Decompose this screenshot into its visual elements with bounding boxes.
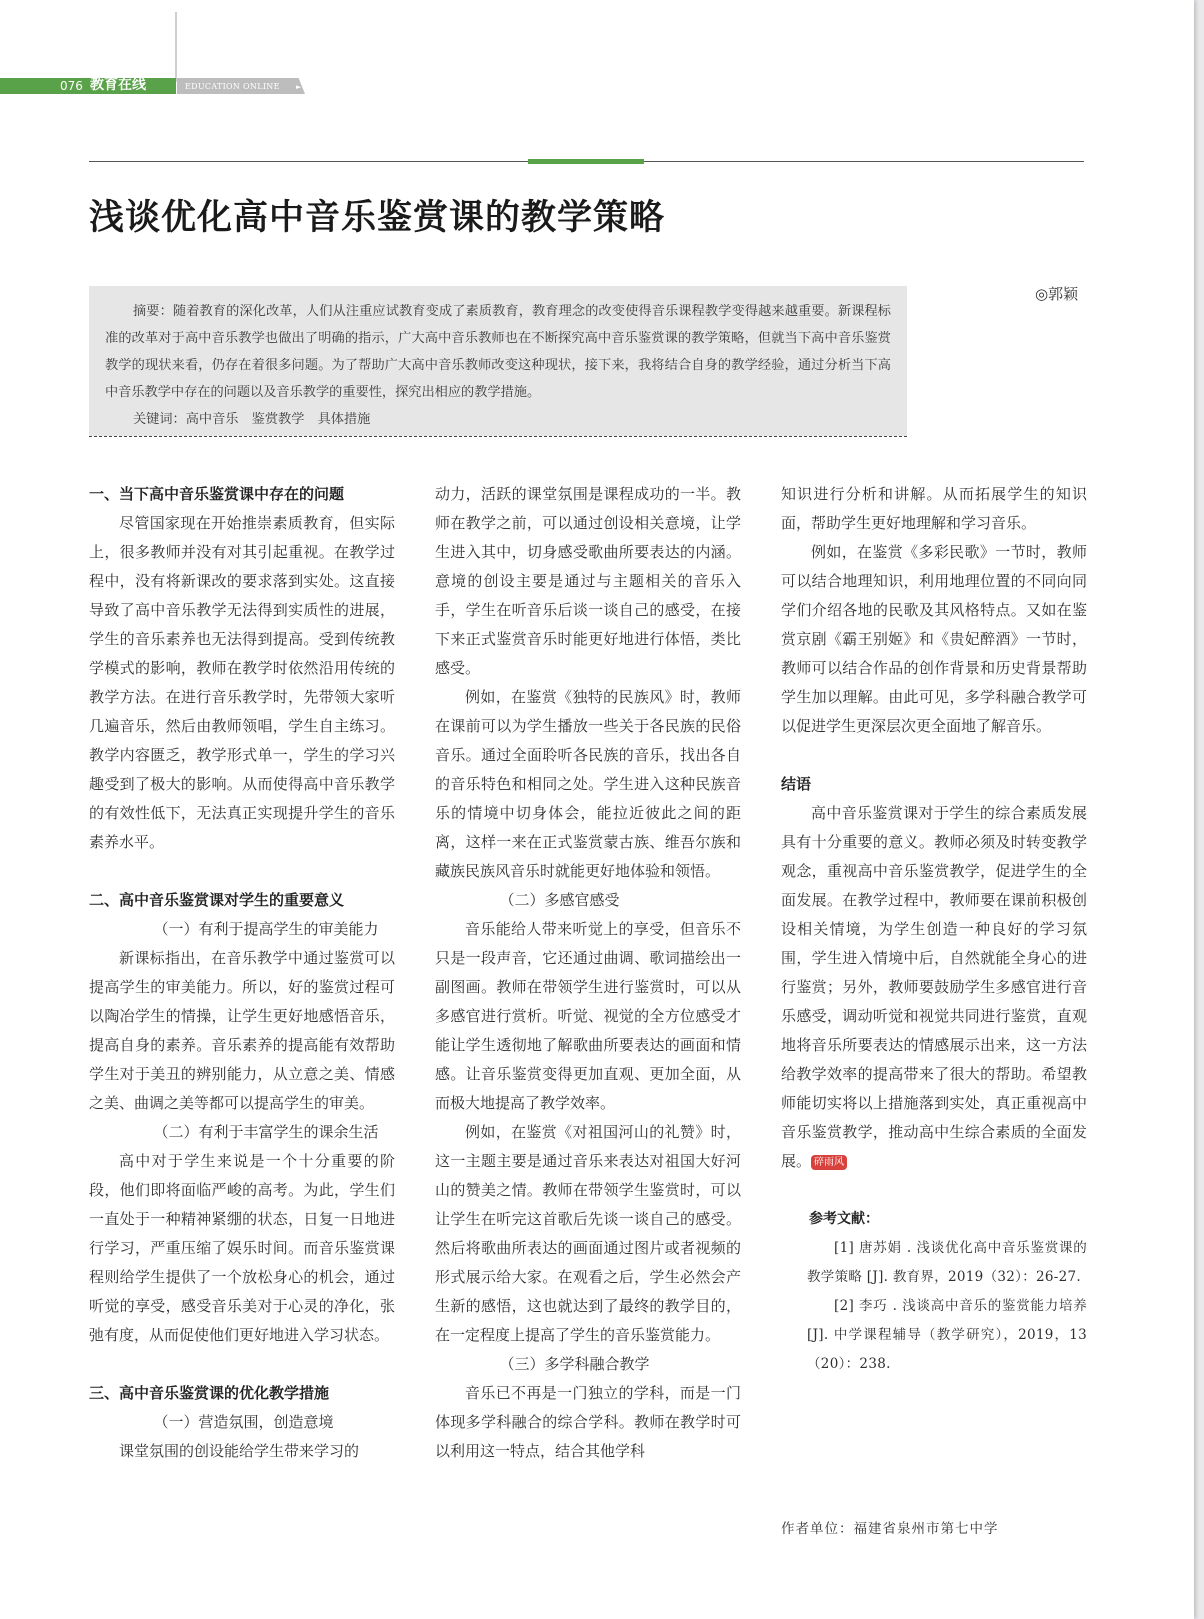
paragraph: 知识进行分析和讲解。从而拓展学生的知识面，帮助学生更好地理解和学习音乐。 — [781, 485, 1087, 532]
column-3 — [781, 480, 1087, 1379]
conclusion-text: 高中音乐鉴赏课对于学生的综合素质发展具有十分重要的意义。教师必须及时转变教学观念，重视高中音乐鉴赏教学，促进学生的全面发展。在教学过程中，教师要在课前积极创设相关情境，为学生创造一种良好的学习氛围，学生进入情境中后，自然就能全身心的进行鉴赏；另外，教师要鼓励学生多感官进行音乐感受，调动听觉和视觉共同进行鉴赏，直观地将音乐所要表达的情感展示出来，这一方法给教学效率的提高带来了很大的帮助。希望教师能切实将以上措施落到实处，真正重视高中音乐鉴赏教学，推动高中生综合素质的全面发展。 — [781, 804, 1087, 1170]
paragraph: 动力，活跃的课堂氛围是课程成功的一半。教师在教学之前，可以通过创设相关意境，让学生进入其中，切身感受歌曲所要表达的内涵。意境的创设主要是通过与主题相关的音乐入手，学生在听音乐后谈一谈自己的感受，在接下来正式鉴赏音乐时能更好地进行体悟，类比感受。 — [435, 485, 741, 677]
section-heading: 一、当下高中音乐鉴赏课中存在的问题 — [89, 485, 345, 503]
paragraph — [781, 799, 1087, 1176]
paragraph: 例如，在鉴赏《对祖国河山的礼赞》时，这一主题主要是通过音乐来表达对祖国大好河山的赞美之情。教师在带领学生鉴赏时，可以让学生在听完这首歌后先谈一谈自己的感受。然后将歌曲所表达的画面通过图片或者视频的形式展示给大家。在观看之后，学生必然会产生新的感悟，这也就达到了最终的教学目的，在一定程度上提高了学生的音乐鉴赏能力。 — [435, 1123, 741, 1344]
page-number: 076 — [60, 79, 83, 93]
paragraph: 例如，在鉴赏《多彩民歌》一节时，教师可以结合地理知识，利用地理位置的不同向同学们介绍各地的民歌及其风格特点。又如在鉴赏京剧《霸王别姬》和《贵妃醉酒》一节时，教师可以结合作品的创作背景和历史背景帮助学生加以理解。由此可见，多学科融合教学可以促进学生更深层次更全面地了解音乐。 — [781, 543, 1087, 735]
paragraph: 尽管国家现在开始推崇素质教育，但实际上，很多教师并没有对其引起重视。在教学过程中，没有将新课改的要求落到实处。这直接导致了高中音乐教学无法得到实质性的进展，学生的音乐素养也无法得到提高。受到传统教学模式的影响，教师在教学时依然沿用传统的教学方法。在进行音乐教学时，先带领大家听几遍音乐，然后由教师领唱，学生自主练习。教学内容匮乏，教学形式单一，学生的学习兴趣受到了极大的影响。从而使得高中音乐教学的有效性低下，无法真正实现提升学生的音乐素养水平。 — [89, 514, 395, 851]
end-mark-logo: 碎雨风 — [811, 1155, 847, 1170]
paragraph: 课堂氛围的创设能给学生带来学习的 — [119, 1442, 360, 1460]
abstract-divider — [89, 436, 907, 437]
subsection-heading: （二）有利于丰富学生的课余生活 — [153, 1123, 379, 1141]
title-rule-accent — [528, 159, 644, 164]
author-affiliation: 作者单位：福建省泉州市第七中学 — [781, 1521, 999, 1537]
subsection-heading: （三）多学科融合教学 — [499, 1355, 650, 1373]
section-band — [0, 78, 176, 94]
references-heading: 参考文献： — [809, 1211, 879, 1227]
paragraph: 音乐已不再是一门独立的学科，而是一门体现多学科融合的综合学科。教师在教学时可以利用这一特点，结合其他学科 — [435, 1384, 741, 1460]
subsection-heading: （二）多感官感受 — [499, 891, 620, 909]
paragraph: 例如，在鉴赏《独特的民族风》时，教师在课前可以为学生播放一些关于各民族的民俗音乐。通过全面聆听各民族的音乐，找出各自的音乐特色和相同之处。学生进入这种民族音乐的情境中切身体会，能拉近彼此之间的距离，这样一来在正式鉴赏蒙古族、维吾尔族和藏族民族风音乐时就能更好地体验和领悟。 — [435, 688, 741, 880]
keywords: 关键词：高中音乐 鉴赏教学 具体措施 — [133, 412, 371, 427]
subsection-heading: （一）营造氛围，创造意境 — [153, 1413, 334, 1431]
abstract-box — [89, 286, 907, 436]
paragraph: 高中对于学生来说是一个十分重要的阶段，他们即将面临严峻的高考。为此，学生们一直处于一种精神紧绷的状态，日复一日地进行学习，严重压缩了娱乐时间。而音乐鉴赏课程则给学生提供了一个放松身心的机会，通过听觉的享受，感受音乐美对于心灵的净化，张弛有度，从而促使他们更好地进入学习状态。 — [89, 1152, 395, 1344]
subsection-heading: （一）有利于提高学生的审美能力 — [153, 920, 379, 938]
section-heading: 二、高中音乐鉴赏课对学生的重要意义 — [89, 891, 345, 909]
column-2 — [435, 480, 741, 1466]
article-author: ◎郭颖 — [1035, 285, 1079, 303]
header-vertical-rule — [175, 12, 177, 82]
article-title: 浅谈优化高中音乐鉴赏课的教学策略 — [89, 197, 666, 238]
section-title: 教育在线 — [90, 77, 146, 93]
reference-item: [2] 李巧 . 浅谈高中音乐的鉴赏能力培养 [J]. 中学课程辅导（教学研究），2019，13（20）：238. — [807, 1298, 1087, 1372]
section-title-en: EDUCATION ONLINE — [185, 82, 280, 91]
reference-item: [1] 唐苏娟 . 浅谈优化高中音乐鉴赏课的教学策略 [J]. 教育界，2019（32）：26-27. — [807, 1240, 1087, 1285]
paragraph: 新课标指出，在音乐教学中通过鉴赏可以提高学生的审美能力。所以，好的鉴赏过程可以陶冶学生的情操，让学生更好地感悟音乐，提高自身的素养。音乐素养的提高能有效帮助学生对于美丑的辨别能力，从立意之美、情感之美、曲调之美等都可以提高学生的审美。 — [89, 949, 395, 1112]
conclusion-heading: 结语 — [781, 775, 812, 793]
arrow-icon: ► — [296, 83, 302, 91]
abstract-text: 摘要：随着教育的深化改革，人们从注重应试教育变成了素质教育，教育理念的改变使得音乐课程教学变得越来越重要。新课程标准的改革对于高中音乐教学也做出了明确的指示，广大高中音乐教师也在不断探究高中音乐鉴赏课的教学策略，但就当下高中音乐鉴赏教学的现状来看，仍存在着很多问题。为了帮助广大高中音乐教师改变这种现状，接下来，我将结合自身的教学经验，通过分析当下高中音乐教学中存在的问题以及音乐教学的重要性，探究出相应的教学措施。 — [105, 304, 891, 400]
paragraph: 音乐能给人带来听觉上的享受，但音乐不只是一段声音，它还通过曲调、歌词描绘出一副图画。教师在带领学生进行鉴赏时，可以从多感官进行赏析。听觉、视觉的全方位感受才能让学生透彻地了解歌曲所要表达的画面和情感。让音乐鉴赏变得更加直观、更加全面，从而极大地提高了教学效率。 — [435, 920, 741, 1112]
column-1 — [89, 480, 395, 1466]
section-heading: 三、高中音乐鉴赏课的优化教学措施 — [89, 1384, 330, 1402]
